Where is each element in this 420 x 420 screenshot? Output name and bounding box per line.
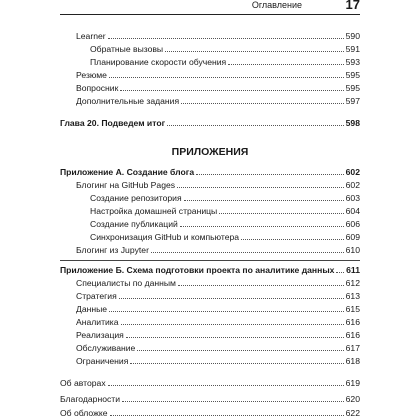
- toc-entry-page: 616: [345, 317, 360, 327]
- toc-entry-label: Планирование скорости обучения: [90, 57, 227, 67]
- toc-entry-label: Блогинг на GitHub Pages: [76, 180, 176, 190]
- toc-entry-page: 604: [345, 206, 360, 216]
- leader-dots: [151, 252, 344, 253]
- leader-dots: [196, 174, 344, 175]
- toc-entry-label: Приложение А. Создание блога: [60, 167, 195, 177]
- toc-entry[interactable]: [0, 82, 420, 94]
- toc-entry-label: Приложение Б. Схема подготовки проекта по аналитике данных: [60, 265, 335, 275]
- toc-entry[interactable]: [0, 290, 420, 302]
- toc-entry-page: 593: [345, 57, 360, 67]
- toc-entry-page: 597: [345, 96, 360, 106]
- divider: [60, 260, 360, 261]
- section-heading: ПРИЛОЖЕНИЯ: [171, 146, 249, 158]
- leader-dots: [167, 125, 344, 126]
- running-header-title: Оглавление: [251, 0, 302, 10]
- toc-entry-page: 590: [345, 31, 360, 41]
- toc-entry[interactable]: [0, 329, 420, 341]
- toc-entry[interactable]: [0, 377, 420, 389]
- toc-entry[interactable]: [0, 95, 420, 107]
- toc-entry-label: Данные: [76, 304, 108, 314]
- leader-dots: [122, 401, 344, 402]
- toc-entry[interactable]: [0, 407, 420, 419]
- leader-dots: [108, 385, 344, 386]
- toc-entry-label: Глава 20. Подведем итог: [60, 118, 166, 128]
- leader-dots: [109, 77, 344, 78]
- toc-entry-label: Настройка домашней страницы: [90, 206, 218, 216]
- toc-entry[interactable]: [0, 69, 420, 81]
- toc-entry-page: 619: [345, 378, 360, 388]
- toc-entry-page: 591: [345, 44, 360, 54]
- leader-dots: [336, 272, 344, 273]
- leader-dots: [137, 350, 343, 351]
- toc-entry-page: 602: [345, 180, 360, 190]
- toc-entry-page: 595: [345, 83, 360, 93]
- toc-entry-label: Создание репозитория: [90, 193, 182, 203]
- leader-dots: [180, 226, 344, 227]
- toc-entry[interactable]: [0, 342, 420, 354]
- toc-entry-page: 598: [345, 118, 360, 128]
- toc-entry-label: Обратные вызовы: [90, 44, 164, 54]
- toc-entry-page: 616: [345, 330, 360, 340]
- toc-entry-label: Резюме: [76, 70, 107, 80]
- leader-dots: [126, 337, 344, 338]
- toc-entry-page: 611: [346, 265, 360, 275]
- leader-dots: [121, 324, 344, 325]
- toc-entry[interactable]: [0, 56, 420, 68]
- toc-entry-label: Стратегия: [76, 291, 117, 301]
- toc-entry[interactable]: [0, 192, 420, 204]
- toc-entry-page: 615: [345, 304, 360, 314]
- toc-entry-label: Learner: [76, 31, 106, 41]
- toc-entry-page: 622: [345, 408, 360, 418]
- toc-entry[interactable]: [0, 303, 420, 315]
- leader-dots: [165, 51, 344, 52]
- toc-entry-page: 595: [345, 70, 360, 80]
- leader-dots: [110, 415, 344, 416]
- toc-entry[interactable]: [0, 205, 420, 217]
- toc-entry-page: 603: [345, 193, 360, 203]
- toc-entry-label: Создание публикаций: [90, 219, 178, 229]
- toc-entry[interactable]: [0, 231, 420, 243]
- page-number: 17: [345, 0, 360, 12]
- toc-entry-page: 612: [345, 278, 360, 288]
- toc-entry-page: 606: [345, 219, 360, 229]
- toc-entry[interactable]: [0, 277, 420, 289]
- toc-entry[interactable]: [0, 316, 420, 328]
- toc-entry-page: 620: [345, 394, 360, 404]
- toc-entry-label: Благодарности: [60, 394, 121, 404]
- leader-dots: [177, 187, 344, 188]
- leader-dots: [219, 213, 343, 214]
- leader-dots: [120, 90, 343, 91]
- toc-entry-label: Дополнительные задания: [76, 96, 180, 106]
- leader-dots: [108, 38, 344, 39]
- toc-entry[interactable]: [0, 30, 420, 42]
- leader-dots: [181, 103, 344, 104]
- toc-entry[interactable]: [0, 43, 420, 55]
- toc-entry-label: Аналитика: [76, 317, 119, 327]
- leader-dots: [228, 64, 343, 65]
- toc-entry-page: 609: [345, 232, 360, 242]
- toc-entry-label: Об авторах: [60, 378, 106, 388]
- toc-chapter-entry[interactable]: [0, 264, 420, 276]
- toc-entry-label: Обслуживание: [76, 343, 136, 353]
- toc-entry-label: Реализация: [76, 330, 124, 340]
- toc-entry-page: 617: [345, 343, 360, 353]
- toc-entry-label: Об обложке: [60, 408, 108, 418]
- leader-dots: [130, 363, 343, 364]
- toc-entry-page: 602: [345, 167, 360, 177]
- leader-dots: [119, 298, 344, 299]
- toc-entry-page: 610: [345, 245, 360, 255]
- toc-entry[interactable]: [0, 393, 420, 405]
- toc-entry-label: Синхронизация GitHub и компьютера: [90, 232, 240, 242]
- toc-chapter-entry[interactable]: [0, 117, 420, 129]
- leader-dots: [178, 285, 344, 286]
- toc-entry[interactable]: [0, 244, 420, 256]
- toc-entry-page: 613: [345, 291, 360, 301]
- toc-entry[interactable]: [0, 355, 420, 367]
- toc-entry-label: Специалисты по данным: [76, 278, 176, 288]
- leader-dots: [184, 200, 344, 201]
- leader-dots: [241, 239, 344, 240]
- toc-entry-label: Блогинг из Jupyter: [76, 245, 149, 255]
- toc-entry[interactable]: [0, 179, 420, 191]
- toc-entry-label: Ограничения: [76, 356, 129, 366]
- toc-entry-label: Вопросник: [76, 83, 119, 93]
- toc-entry-page: 618: [345, 356, 360, 366]
- toc-chapter-entry[interactable]: [0, 166, 420, 178]
- leader-dots: [109, 311, 344, 312]
- toc-entry[interactable]: [0, 218, 420, 230]
